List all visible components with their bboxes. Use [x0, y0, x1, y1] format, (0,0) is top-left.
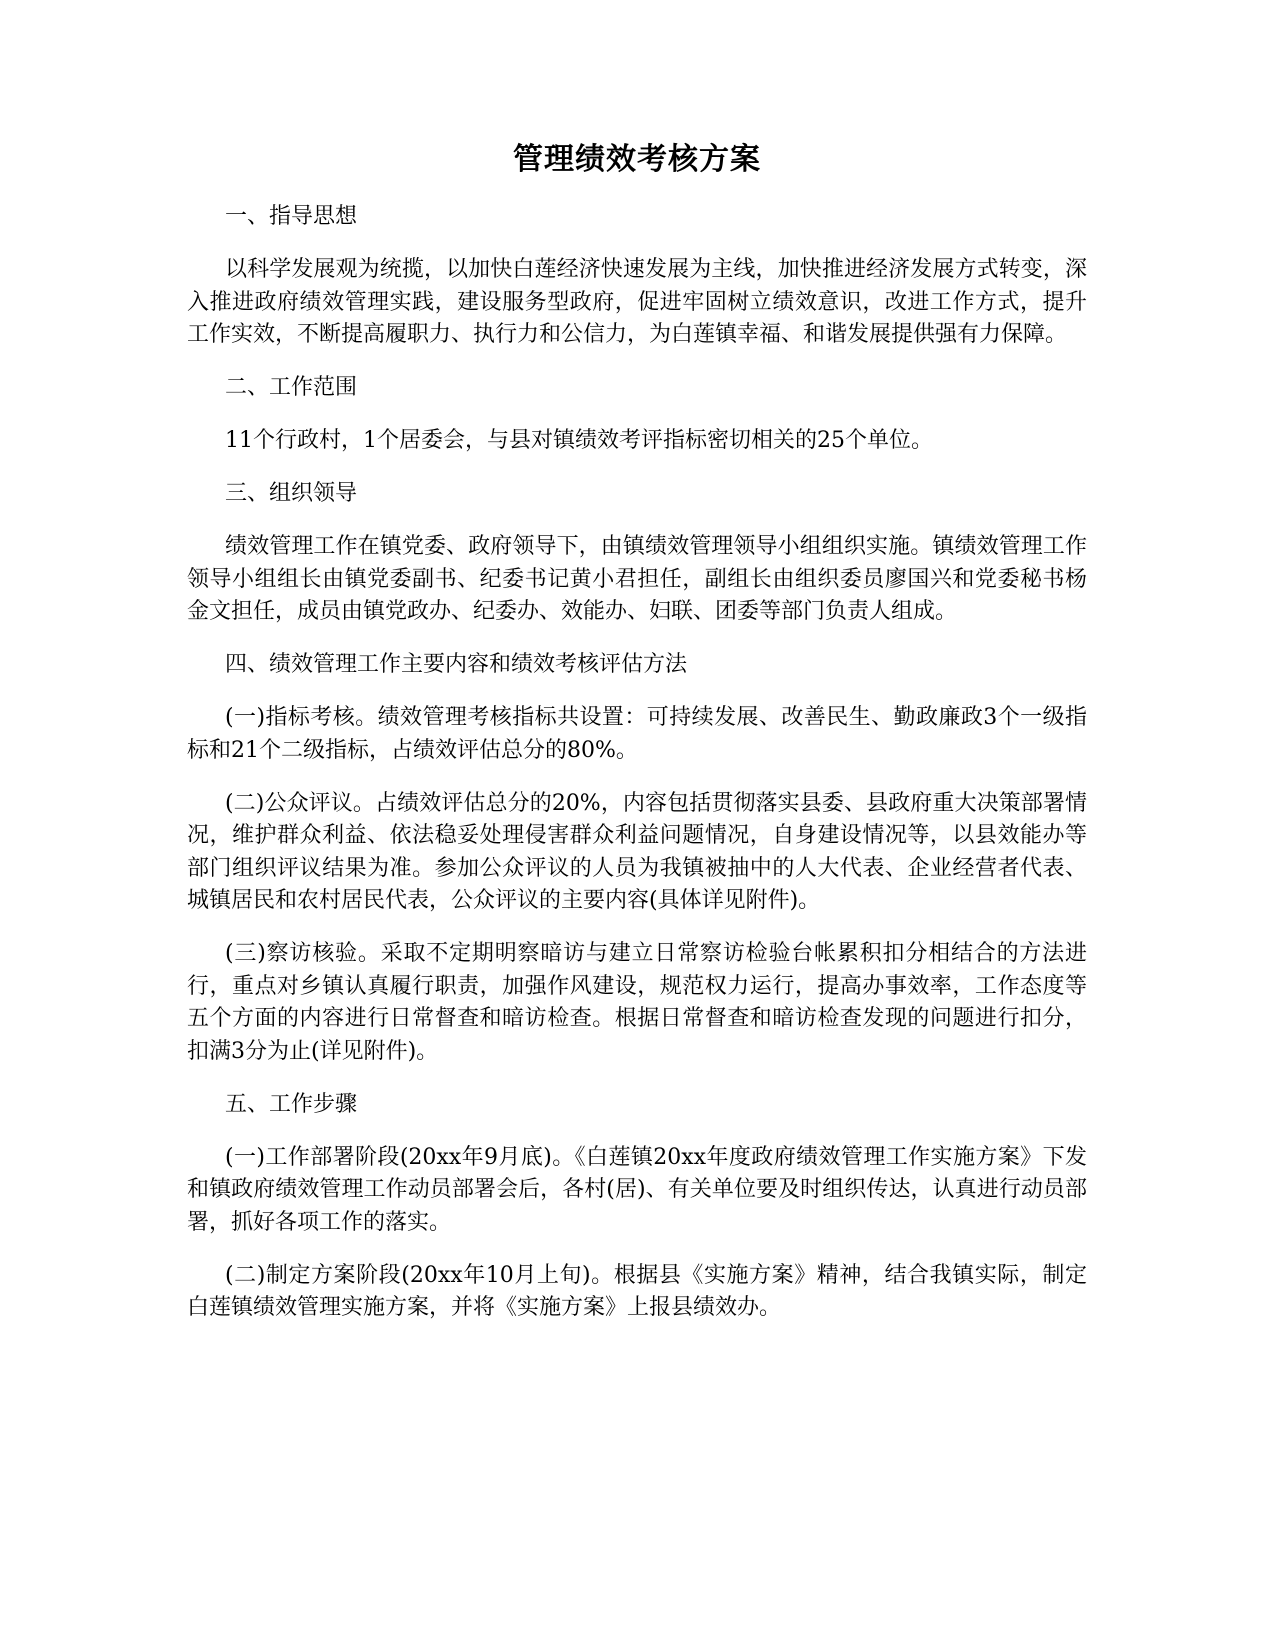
section-heading-1: 一、指导思想	[225, 204, 358, 229]
paragraph-public-review: (二)公众评议。占绩效评估总分的20%，内容包括贯彻落实县委、县政府重大决策部署情况，维护群众利益、依法稳妥处理侵害群众利益问题情况，自身建设情况等，以县效能办等部门组织评议结果为准。参加公众评议的人员为我镇被抽中的人大代表、企业经营者代表、城镇居民和农村居民代表，公众评议的主要内容(具体详见附件)。	[187, 790, 1087, 913]
paragraph-indicator-assessment: (一)指标考核。绩效管理考核指标共设置：可持续发展、改善民生、勤政廉政3个一级指标和21个二级指标，占绩效评估总分的80%。	[187, 705, 1087, 763]
paragraph-work-scope: 11个行政村，1个居委会，与县对镇绩效考评指标密切相关的25个单位。	[225, 428, 933, 453]
document-page	[187, 140, 1087, 1345]
paragraph-guiding-ideology: 以科学发展观为统揽，以加快白莲经济快速发展为主线，加快推进经济发展方式转变，深入推进政府绩效管理实践，建设服务型政府，促进牢固树立绩效意识，改进工作方式，提升工作实效，不断提高履职力、执行力和公信力，为白莲镇幸福、和谐发展提供强有力保障。	[187, 257, 1087, 347]
section-heading-4: 四、绩效管理工作主要内容和绩效考核评估方法	[225, 652, 688, 677]
paragraph-organization: 绩效管理工作在镇党委、政府领导下，由镇绩效管理领导小组组织实施。镇绩效管理工作领导小组组长由镇党委副书、纪委书记黄小君担任，副组长由组织委员廖国兴和党委秘书杨金文担任，成员由镇党政办、纪委办、效能办、妇联、团委等部门负责人组成。	[187, 534, 1087, 624]
section-heading-2: 二、工作范围	[225, 375, 358, 400]
paragraph-planning-stage: (二)制定方案阶段(20xx年10月上旬)。根据县《实施方案》精神，结合我镇实际，制定白莲镇绩效管理实施方案，并将《实施方案》上报县绩效办。	[187, 1262, 1087, 1320]
paragraph-deployment-stage: (一)工作部署阶段(20xx年9月底)。《白莲镇20xx年度政府绩效管理工作实施方案》下发和镇政府绩效管理工作动员部署会后，各村(居)、有关单位要及时组织传达，认真进行动员部署，抓好各项工作的落实。	[187, 1144, 1087, 1235]
section-heading-5: 五、工作步骤	[225, 1091, 358, 1117]
document-title: 管理绩效考核方案	[513, 142, 761, 177]
section-heading-3: 三、组织领导	[225, 481, 358, 506]
paragraph-inspection: (三)察访核验。采取不定期明察暗访与建立日常察访检验台帐累积扣分相结合的方法进行，重点对乡镇认真履行职责，加强作风建设，规范权力运行，提高办事效率，工作态度等五个方面的内容进行日常督查和暗访检查。根据日常督查和暗访检查发现的问题进行扣分，扣满3分为止(详见附件)。	[187, 941, 1087, 1064]
